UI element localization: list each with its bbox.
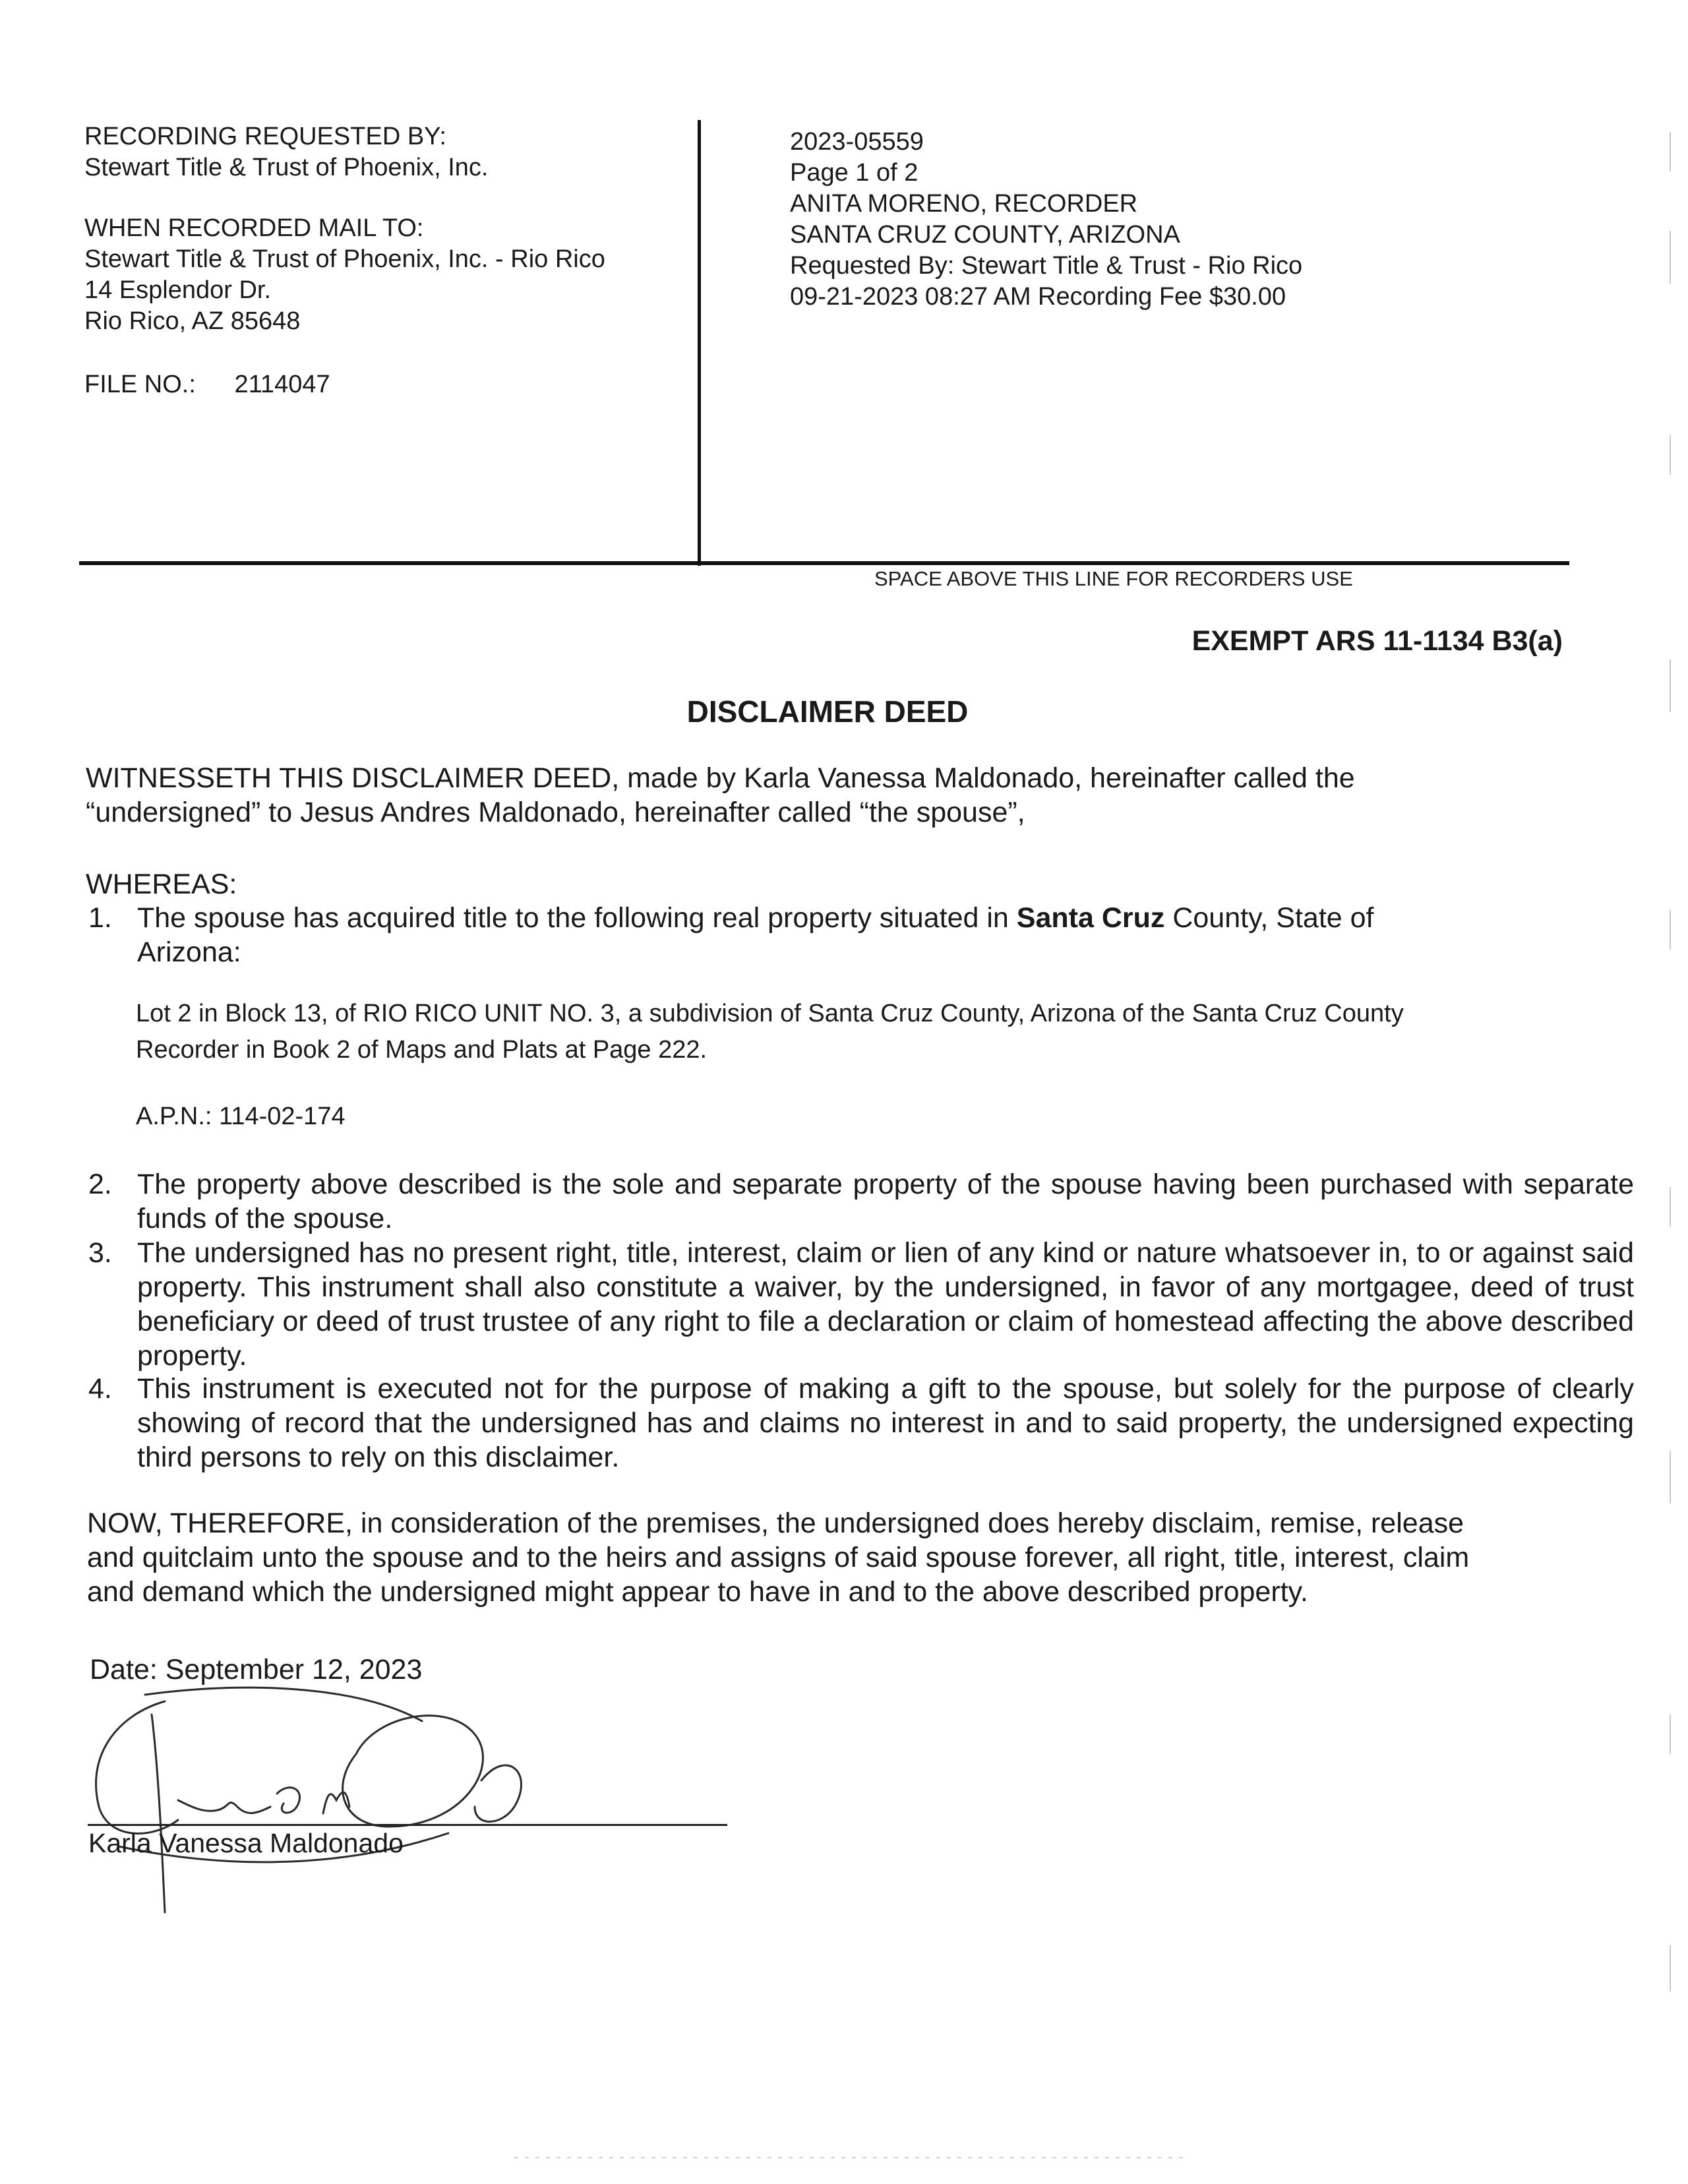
item-text: The property above described is the sole and separate property of the spouse having been purchased with separate funds of the spouse. bbox=[137, 1168, 1634, 1234]
signature-scribble bbox=[79, 1675, 541, 1926]
mail-to-label: WHEN RECORDED MAIL TO: bbox=[84, 214, 424, 242]
mail-to-block bbox=[84, 213, 605, 337]
item-text bbox=[137, 901, 1634, 969]
now-therefore-line: and quitclaim unto the spouse and to the heirs and assigns of said spouse forever, all right, title, interest, claim bbox=[87, 1542, 1470, 1573]
file-number bbox=[84, 369, 330, 400]
legal-description-line: Recorder in Book 2 of Maps and Plats at Page 222. bbox=[136, 1036, 708, 1064]
file-no-label: FILE NO.: bbox=[84, 371, 196, 398]
recorder-line: 09-21-2023 08:27 AM Recording Fee $30.00 bbox=[790, 283, 1286, 311]
mail-to-line: 14 Esplendor Dr. bbox=[84, 276, 272, 304]
document-title: DISCLAIMER DEED bbox=[686, 694, 969, 729]
now-therefore-paragraph bbox=[87, 1506, 1469, 1609]
recorder-line: SANTA CRUZ COUNTY, ARIZONA bbox=[790, 221, 1180, 249]
scan-bottom-marks bbox=[0, 2151, 1688, 2164]
requested-by-label: RECORDING REQUESTED BY: bbox=[84, 123, 446, 150]
item-number: 1. bbox=[88, 902, 112, 934]
recorder-line: Requested By: Stewart Title & Trust - Rio Rico bbox=[790, 252, 1303, 280]
witnesseth-paragraph bbox=[86, 761, 1355, 830]
recorder-line: ANITA MORENO, RECORDER bbox=[790, 190, 1138, 218]
recorder-stamp-block bbox=[790, 127, 1302, 313]
header-vertical-divider bbox=[698, 120, 701, 566]
item-text: This instrument is executed not for the purpose of making a gift to the spouse, but solely for the purpose of clearly showing of record that the undersigned has and claims no interest in and to said property, the undersigned expecting third persons to rely on this disclaimer. bbox=[137, 1373, 1634, 1473]
date-line: Date: September 12, 2023 bbox=[90, 1654, 423, 1685]
apn: A.P.N.: 114-02-174 bbox=[136, 1103, 346, 1130]
recorder-space-divider bbox=[79, 561, 1569, 565]
witnesseth-line: “undersigned” to Jesus Andres Maldonado, hereinafter called “the spouse”, bbox=[86, 797, 1025, 828]
legal-description-line: Lot 2 in Block 13, of RIO RICO UNIT NO. 3, a subdivision of Santa Cruz County, Arizona of the Santa Cruz County bbox=[136, 1000, 1404, 1027]
space-above-note: SPACE ABOVE THIS LINE FOR RECORDERS USE bbox=[874, 567, 1353, 590]
recorder-line: Page 1 of 2 bbox=[790, 159, 919, 187]
file-no-value: 2114047 bbox=[234, 371, 330, 398]
item1-county: Santa Cruz bbox=[1016, 902, 1165, 934]
item-number: 2. bbox=[88, 1168, 112, 1200]
item1-line2: Arizona: bbox=[137, 936, 241, 968]
signature-line bbox=[88, 1824, 727, 1826]
item-number: 3. bbox=[88, 1237, 112, 1269]
recording-requested-block bbox=[84, 121, 489, 183]
item-text: The undersigned has no present right, title, interest, claim or lien of any kind or nature whatsoever in, to or against said property. This instrument shall also constitute a waiver, by the undersigned, in favor of any mortgagee, deed of trust beneficiary or deed of trust trustee of any right to file a declaration or claim of homestead affecting the above described property. bbox=[137, 1237, 1634, 1372]
whereas-label: WHEREAS: bbox=[86, 868, 237, 900]
scan-margin-marks bbox=[1660, 66, 1680, 2143]
requested-by-name: Stewart Title & Trust of Phoenix, Inc. bbox=[84, 154, 489, 181]
mail-to-line: Rio Rico, AZ 85648 bbox=[84, 307, 301, 335]
item1-text-after: County, State of bbox=[1164, 902, 1374, 934]
item-number: 4. bbox=[88, 1373, 112, 1405]
recorder-line: 2023-05559 bbox=[790, 128, 924, 156]
exempt-statute: EXEMPT ARS 11-1134 B3(a) bbox=[1191, 625, 1563, 657]
now-therefore-line: NOW, THEREFORE, in consideration of the premises, the undersigned does hereby disclaim, remise, release bbox=[87, 1507, 1464, 1539]
legal-description bbox=[136, 996, 1404, 1068]
item1-text-before: The spouse has acquired title to the following real property situated in bbox=[137, 902, 1017, 934]
witnesseth-line: WITNESSETH THIS DISCLAIMER DEED, made by Karla Vanessa Maldonado, hereinafter called the bbox=[86, 762, 1355, 794]
signer-name: Karla Vanessa Maldonado bbox=[88, 1828, 404, 1858]
now-therefore-line: and demand which the undersigned might appear to have in and to the above described property. bbox=[87, 1576, 1308, 1608]
mail-to-line: Stewart Title & Trust of Phoenix, Inc. - Rio Rico bbox=[84, 245, 605, 273]
